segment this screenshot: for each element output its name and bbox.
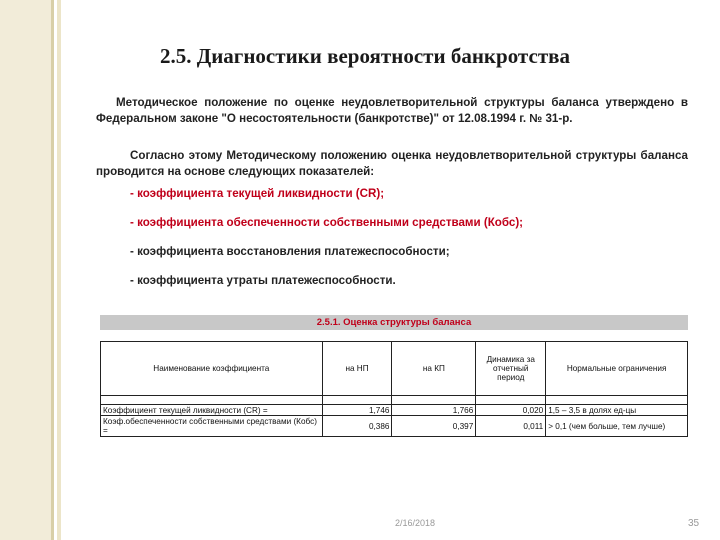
- column-header-dynamics: Динамика за отчетный период: [476, 342, 546, 396]
- balance-structure-table: [100, 341, 688, 437]
- cell-norms: 1,5 – 3,5 в долях ед-цы: [546, 405, 688, 416]
- cell-dynamics: 0,011: [476, 416, 546, 437]
- footer-page-number: 35: [688, 518, 700, 529]
- column-header-end: на КП: [392, 342, 476, 396]
- bullet-current-liquidity: - коэффициента текущей ликвидности (CR);: [130, 187, 385, 200]
- cell-start: 0,386: [322, 416, 392, 437]
- left-decorative-band: [0, 0, 54, 540]
- table-row: [101, 405, 688, 416]
- cell-end: 0,397: [392, 416, 476, 437]
- cell-norms: > 0,1 (чем больше, тем лучше): [546, 416, 688, 437]
- table-header-row: [101, 342, 688, 396]
- cell-name: Коэффициент текущей ликвидности (CR) =: [101, 405, 323, 416]
- slide-title: 2.5. Диагностики вероятности банкротства: [160, 44, 570, 68]
- bullet-solvency-restoration: - коэффициента восстановления платежеспособности;: [130, 245, 450, 258]
- table-section-header: 2.5.1. Оценка структуры баланса: [100, 315, 688, 330]
- table-spacer-row: [101, 396, 688, 405]
- column-header-start: на НП: [322, 342, 392, 396]
- paragraph-indicators: Согласно этому Методическому положению оценка неудовлетворительной структуры баланса проводится на основе следующих показателей:: [96, 149, 688, 178]
- bullet-own-funds: - коэффициента обеспеченности собственными средствами (Кобс);: [130, 216, 524, 229]
- cell-name: Коэф.обеспеченности собственными средствами (Кобс) =: [101, 416, 323, 437]
- bullet-solvency-loss: - коэффициента утраты платежеспособности.: [130, 274, 396, 287]
- column-header-norms: Нормальные ограничения: [546, 342, 688, 396]
- cell-start: 1,746: [322, 405, 392, 416]
- table-row: [101, 416, 688, 437]
- column-header-name: Наименование коэффициента: [101, 342, 323, 396]
- cell-dynamics: 0,020: [476, 405, 546, 416]
- paragraph-methodology: Методическое положение по оценке неудовлетворительной структуры баланса утверждено в Федеральном законе "О несостоятельности (банкротстве)" от 12.08.1994 г. № 31-р.: [96, 96, 688, 125]
- footer-date: 2/16/2018: [395, 518, 436, 528]
- cell-end: 1,766: [392, 405, 476, 416]
